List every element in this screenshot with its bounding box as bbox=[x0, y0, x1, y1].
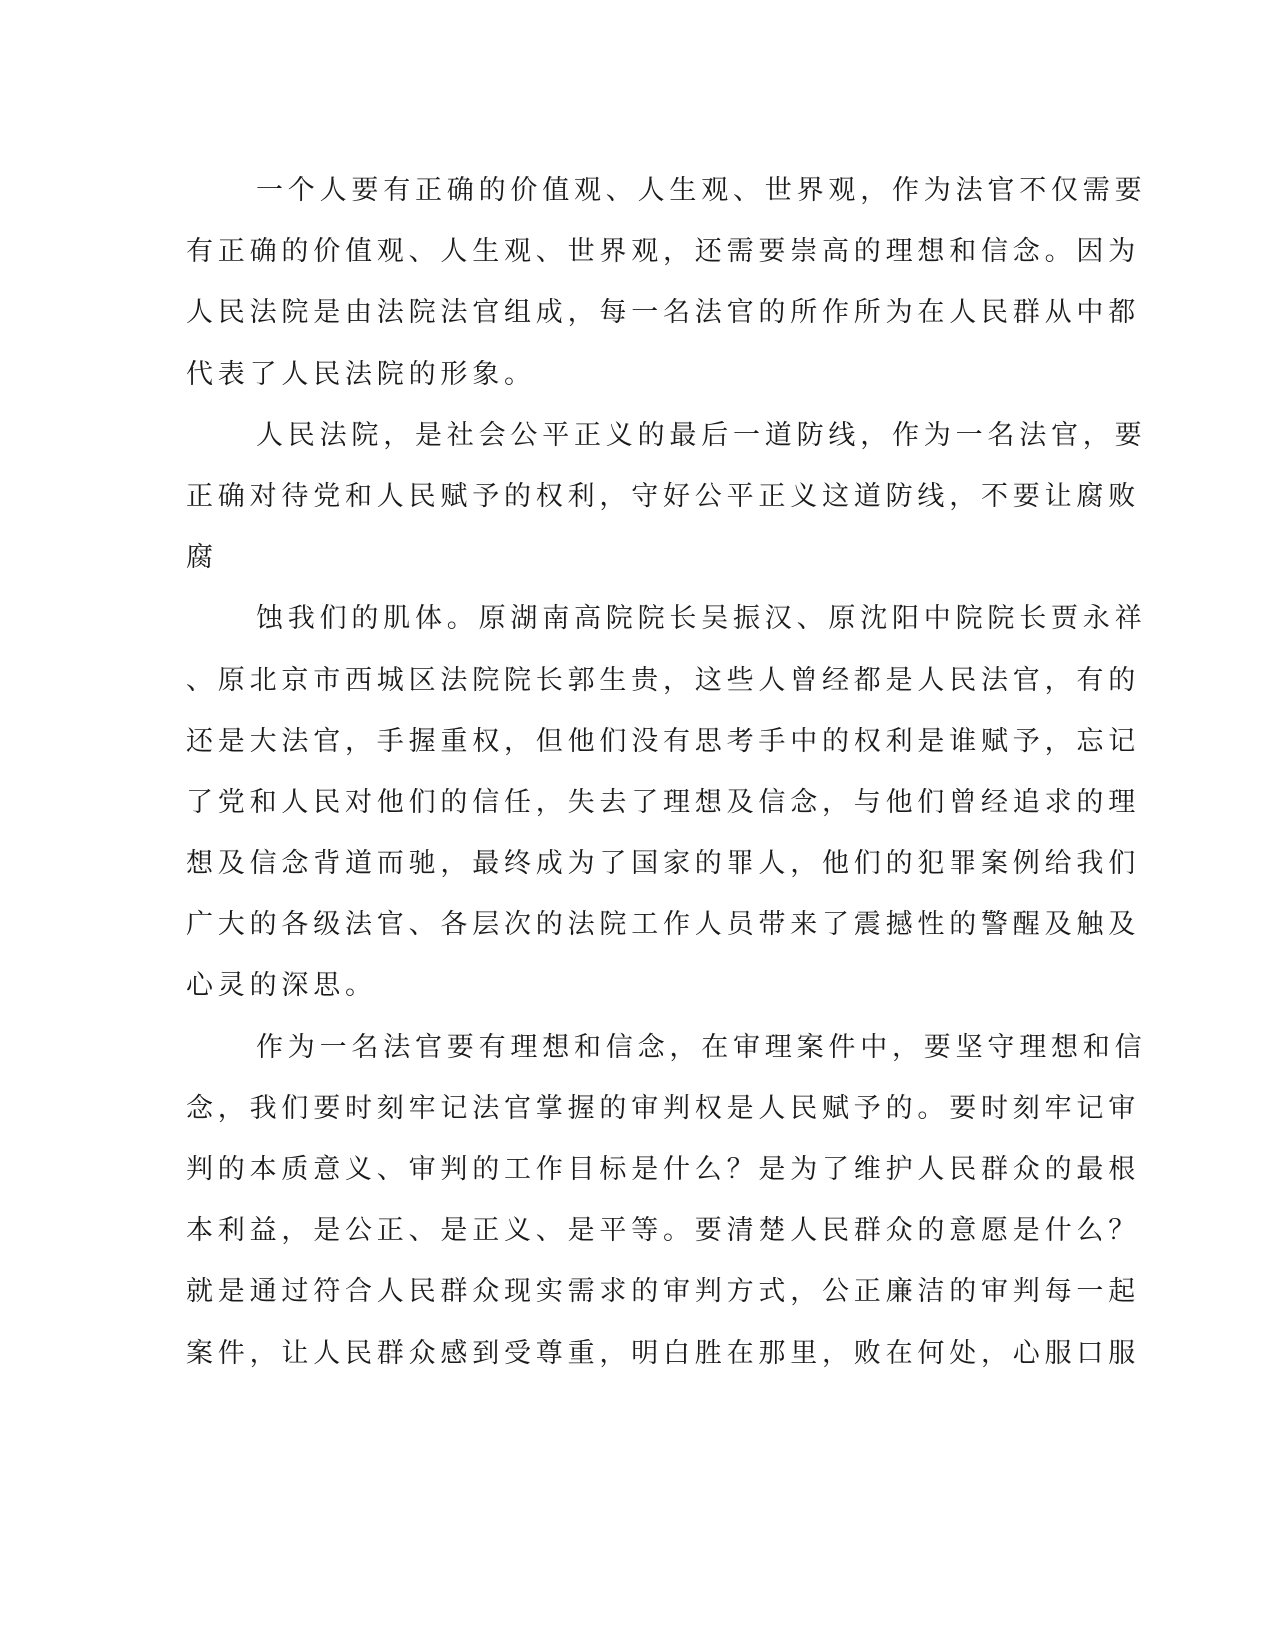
text-line: 腐 bbox=[186, 542, 218, 574]
text-line: 本利益，是公正、是正义、是平等。要清楚人民群众的意愿是什么？ bbox=[186, 1215, 1140, 1247]
text-line: 蚀我们的肌体。原湖南高院院长吴振汉、原沈阳中院院长贾永祥 bbox=[256, 603, 1147, 635]
text-line: 了党和人民对他们的信任，失去了理想及信念，与他们曾经追求的理 bbox=[186, 786, 1140, 818]
text-line: 案件，让人民群众感到受尊重，明白胜在那里，败在何处，心服口服 bbox=[186, 1337, 1140, 1369]
text-line: 、原北京市西城区法院院长郭生贵，这些人曾经都是人民法官，有的 bbox=[186, 664, 1140, 696]
text-line: 就是通过符合人民群众现实需求的审判方式，公正廉洁的审判每一起 bbox=[186, 1276, 1140, 1308]
text-line: 有正确的价值观、人生观、世界观，还需要崇高的理想和信念。因为 bbox=[186, 236, 1140, 268]
text-line: 一个人要有正确的价值观、人生观、世界观，作为法官不仅需要 bbox=[256, 175, 1147, 206]
text-line: 人民法院，是社会公平正义的最后一道防线，作为一名法官，要 bbox=[256, 419, 1147, 451]
text-line: 还是大法官，手握重权，但他们没有思考手中的权利是谁赋予，忘记 bbox=[186, 725, 1140, 757]
text-line: 人民法院是由法院法官组成，每一名法官的所作所为在人民群从中都 bbox=[186, 297, 1140, 329]
text-line: 心灵的深思。 bbox=[186, 970, 377, 1002]
text-line: 想及信念背道而驰，最终成为了国家的罪人，他们的犯罪案例给我们 bbox=[186, 848, 1140, 880]
body-text bbox=[186, 160, 1147, 1384]
text-line: 广大的各级法官、各层次的法院工作人员带来了震撼性的警醒及触及 bbox=[186, 909, 1140, 941]
text-line: 判的本质意义、审判的工作目标是什么？是为了维护人民群众的最根 bbox=[186, 1154, 1140, 1185]
text-line: 代表了人民法院的形象。 bbox=[186, 358, 536, 390]
text-line: 念，我们要时刻牢记法官掌握的审判权是人民赋予的。要时刻牢记审 bbox=[186, 1092, 1140, 1124]
text-line: 正确对待党和人民赋予的权利，守好公平正义这道防线，不要让腐败 bbox=[186, 480, 1140, 512]
text-line: 作为一名法官要有理想和信念，在审理案件中，要坚守理想和信 bbox=[256, 1031, 1147, 1063]
